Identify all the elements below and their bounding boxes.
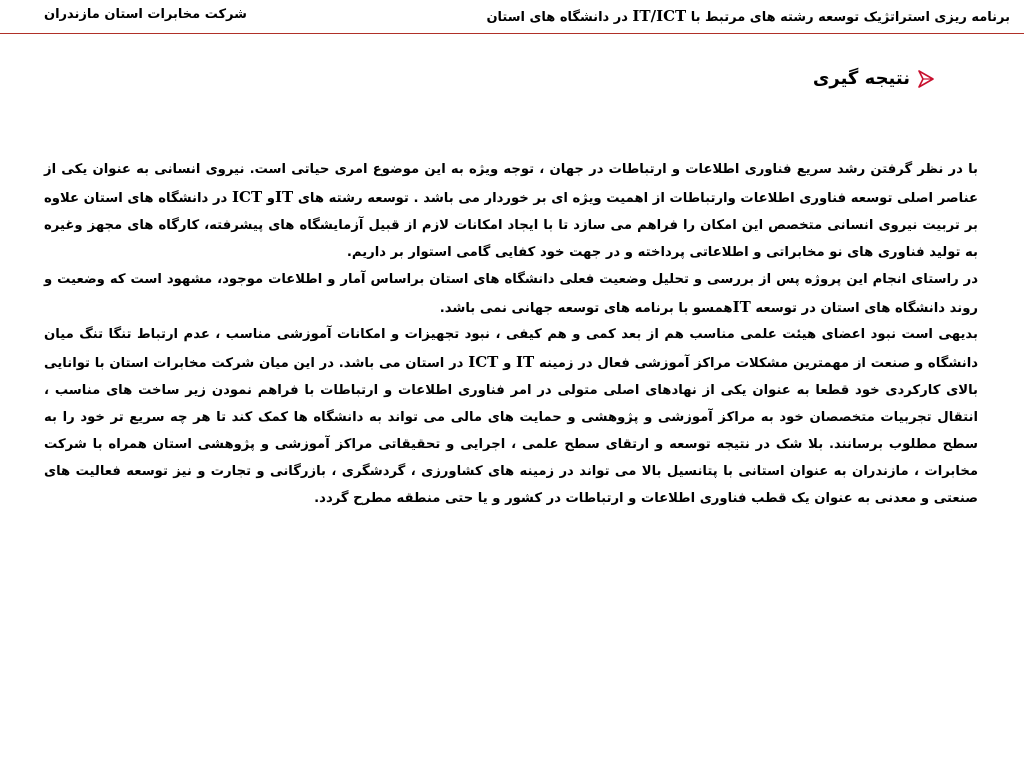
paragraph-3-term-it: IT xyxy=(516,353,535,372)
section-title: نتیجه گیری xyxy=(812,68,910,89)
paragraph-3-text-a: بدیهی است نبود اعضای هیئت علمی مناسب هم از بعد کمی و هم کیفی ، نبود تجهیزات و امکانات آموزشی مناسب ، عدم ارتباط تنگا تنگ میان دانشگاه و صنعت از مهمترین مشکلات مراکز آموزشی فعال در زمینه xyxy=(44,327,978,372)
header-organization: شرکت مخابرات استان مازندران xyxy=(44,7,247,22)
paragraph-2-text-a: در راستای انجام این پروژه پس از بررسی و تحلیل وضعیت فعلی دانشگاه های استان براساس آمار و اطلاعات موجود، مشهود است که وضعیت و روند دانشگاه های استان در توسعه xyxy=(44,271,978,316)
paragraph-3-text-b: و xyxy=(498,356,517,372)
paragraph-3-term-ict: ICT xyxy=(468,353,499,372)
section-heading xyxy=(813,68,934,89)
paragraph-1-term-ict: ICT xyxy=(231,187,263,206)
paragraph-1-text-c: در دانشگاه های استان علاوه بر تربیت نیروی انسانی متخصص این امکان را فراهم می سازد تا با ایجاد امکانات لازم از قبیل آزمایشگاه های پیشرفته، کارگاه های مجهز وغیره به تولید فناوری های نو مخابراتی و اطلاعاتی پرداخته و در جهت خود کفایی گامی استوار بر داریم. xyxy=(44,190,978,260)
paragraph-2-term-it: IT xyxy=(732,297,751,316)
paragraph-1-text-a: با در نظر گرفتن رشد سریع فناوری اطلاعات و ارتباطات در جهان ، توجه ویژه به این موضوع امری حیاتی است. نیروی انسانی به عنوان یکی از عناصر اصلی توسعه فناوری اطلاعات وارتباطات از اهمیت ویژه ای بر خوردار می باشد . توسعه رشته های xyxy=(44,162,978,206)
header-title-suffix: در دانشگاه های استان xyxy=(486,10,628,25)
header-title-term: IT/ICT xyxy=(632,7,687,25)
paragraph-1-term-it: IT xyxy=(274,187,294,206)
header-title xyxy=(486,7,1010,25)
header-title-prefix: برنامه ریزی استراتژیک توسعه رشته های مرتبط با xyxy=(690,10,1010,25)
paragraph-1-text-b: و xyxy=(262,190,275,206)
content-body xyxy=(44,157,978,513)
paragraph-2-text-b: همسو با برنامه های توسعه جهانی نمی باشد. xyxy=(439,300,733,316)
paragraph-3-text-c: در استان می باشد. در این میان شرکت مخابرات استان با توانایی بالای کارکردی خود قطعا به عنوان یکی از نهادهای اصلی متولی در امر فناوری اطلاعات و ارتباطات با فراهم نمودن زیر ساخت های مناسب ، انتقال تجربیات متخصصان خود به مراکز آموزشی و پژوهشی و حمایت های مالی می تواند به دانشگاه ها کمک کند تا هر چه سریع تر خود را به سطح مطلوب برسانند. بلا شک در نتیجه توسعه و ارتقای سطح علمی ، اجرایی و تحقیقاتی مراکز آموزشی و پژوهشی استان همراه با شرکت مخابرات ، مازندران به عنوان استانی با پتانسیل بالا می تواند در زمینه های کشاورزی ، گردشگری ، بازرگانی و تجارت و نیز توسعه فعالیت های صنعتی و معدنی به عنوان یک قطب فناوری اطلاعات و ارتباطات در کشور و یا حتی منطقه مطرح گردد. xyxy=(44,356,978,506)
paragraph-2 xyxy=(44,267,978,323)
page-header xyxy=(0,0,1024,34)
paragraph-3 xyxy=(44,322,978,512)
paragraph-1 xyxy=(44,157,978,267)
arrow-bullet-icon xyxy=(918,70,934,88)
